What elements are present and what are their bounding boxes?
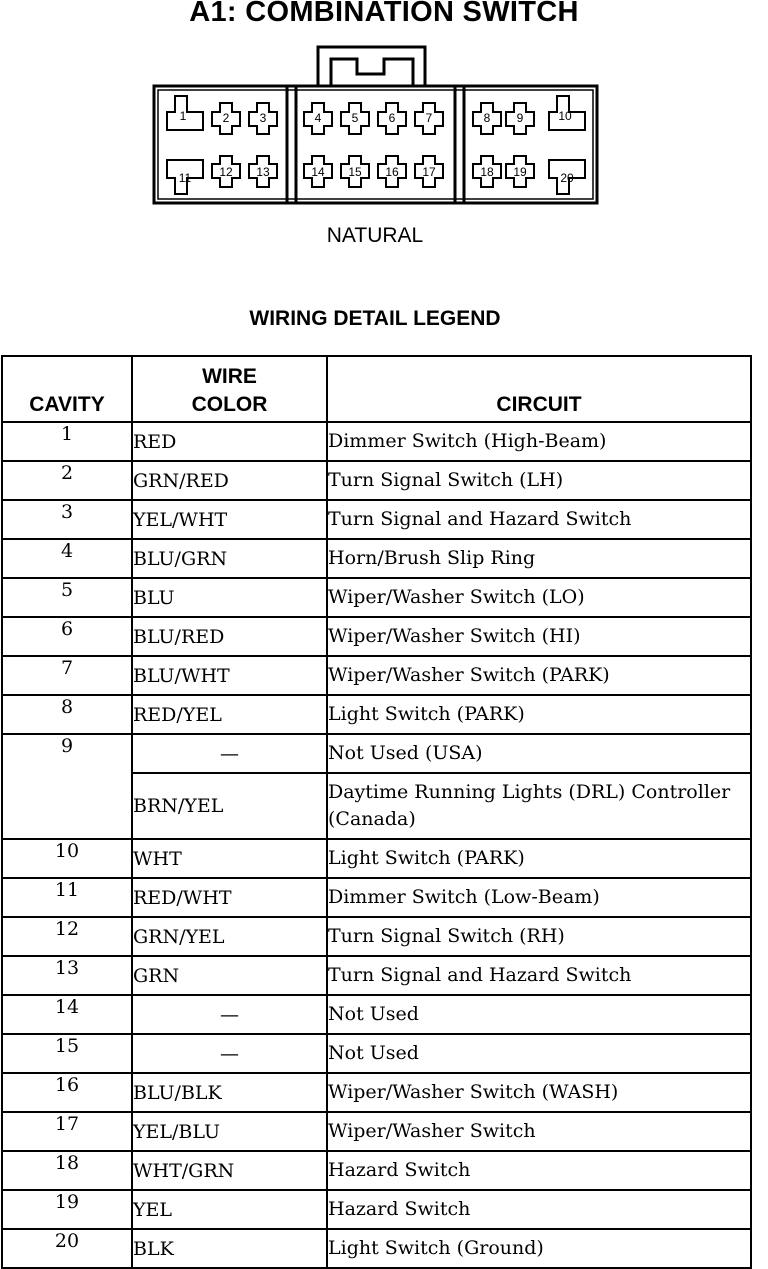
table-row [2,1229,751,1268]
table-row [2,695,751,734]
header-cavity: CAVITY [2,356,132,422]
circuit-cell: Light Switch (PARK) [327,695,751,734]
terminal-label: 18 [480,165,494,179]
terminal-label: 2 [222,111,230,125]
wire-color-cell: GRN/RED [132,461,327,500]
table-row [2,539,751,578]
terminal-label: 10 [558,109,572,123]
header-wire-line1: WIRE [202,365,257,388]
circuit-cell: Wiper/Washer Switch (PARK) [327,656,751,695]
cavity-cell: 16 [2,1073,132,1112]
table-row [2,917,751,956]
wire-color-cell: GRN [132,956,327,995]
circuit-cell: Light Switch (Ground) [327,1229,751,1268]
cavity-cell: 3 [2,500,132,539]
terminal-label: 7 [425,111,433,125]
circuit-cell: Hazard Switch [327,1190,751,1229]
circuit-cell: Turn Signal and Hazard Switch [327,956,751,995]
table-row [2,461,751,500]
terminal-label: 9 [516,111,524,125]
table-row [2,995,751,1034]
wire-color-cell: BLU/WHT [132,656,327,695]
terminal-label: 19 [513,165,527,179]
wire-color-cell: GRN/YEL [132,917,327,956]
table-row [2,1190,751,1229]
table-row [2,1073,751,1112]
terminal-label: 14 [311,165,325,179]
table-row [2,839,751,878]
cavity-cell: 2 [2,461,132,500]
cavity-cell: 11 [2,878,132,917]
table-row [2,578,751,617]
page-title: A1: COMBINATION SWITCH [189,0,579,28]
circuit-cell: Not Used [327,1034,751,1073]
connector-color-label: NATURAL [326,224,424,247]
terminal-label: 17 [422,165,436,179]
terminal-label: 3 [259,111,267,125]
wire-color-cell: RED [132,422,327,461]
terminal-label: 13 [256,165,270,179]
circuit-cell: Daytime Running Lights (DRL) Controller (Canada) [327,773,751,839]
wire-color-cell: YEL [132,1190,327,1229]
cavity-cell: 17 [2,1112,132,1151]
circuit-cell: Turn Signal Switch (LH) [327,461,751,500]
legend-body [2,422,751,1268]
table-row [2,656,751,695]
cavity-cell: 10 [2,839,132,878]
cavity-cell: 15 [2,1034,132,1073]
table-row [2,500,751,539]
circuit-cell: Turn Signal and Hazard Switch [327,500,751,539]
cavity-cell: 13 [2,956,132,995]
circuit-cell: Horn/Brush Slip Ring [327,539,751,578]
circuit-cell: Not Used (USA) [327,734,751,773]
cavity-cell: 6 [2,617,132,656]
wire-color-cell: WHT/GRN [132,1151,327,1190]
header-wire-color [132,356,327,422]
cavity-cell: 20 [2,1229,132,1268]
cavity-cell: 9 [2,734,132,839]
table-row [2,422,751,461]
table-row [2,956,751,995]
table-row [2,617,751,656]
terminal-label: 11 [178,171,192,185]
circuit-cell: Not Used [327,995,751,1034]
wire-color-cell: BLU/RED [132,617,327,656]
terminal-label: 15 [348,165,362,179]
wire-color-cell: BLU/BLK [132,1073,327,1112]
circuit-cell: Dimmer Switch (High-Beam) [327,422,751,461]
header-circuit: CIRCUIT [327,356,751,422]
terminal-label: 8 [483,111,491,125]
terminal-label: 20 [560,171,574,185]
wire-color-cell: YEL/WHT [132,500,327,539]
cavity-cell: 8 [2,695,132,734]
wire-color-cell: — [132,734,327,773]
table-row [2,1151,751,1190]
circuit-cell: Wiper/Washer Switch [327,1112,751,1151]
circuit-cell: Wiper/Washer Switch (HI) [327,617,751,656]
wire-color-cell: — [132,1034,327,1073]
circuit-cell: Hazard Switch [327,1151,751,1190]
cavity-cell: 14 [2,995,132,1034]
wire-color-cell: YEL/BLU [132,1112,327,1151]
circuit-cell: Wiper/Washer Switch (LO) [327,578,751,617]
wire-color-cell: BLU/GRN [132,539,327,578]
terminal-label: 1 [179,109,187,123]
legend-title: WIRING DETAIL LEGEND [249,307,501,330]
terminal-label: 4 [314,111,322,125]
terminal-label: 6 [388,111,396,125]
cavity-cell: 4 [2,539,132,578]
circuit-cell: Light Switch (PARK) [327,839,751,878]
cavity-cell: 19 [2,1190,132,1229]
circuit-cell: Turn Signal Switch (RH) [327,917,751,956]
table-row [2,1112,751,1151]
header-wire-line2: COLOR [191,393,268,416]
cavity-cell: 18 [2,1151,132,1190]
wire-color-cell: — [132,995,327,1034]
table-row [2,734,751,773]
connector-diagram [0,0,768,222]
terminal-label: 12 [219,165,233,179]
wire-color-cell: RED/YEL [132,695,327,734]
wire-color-cell: BLK [132,1229,327,1268]
circuit-cell: Dimmer Switch (Low-Beam) [327,878,751,917]
wire-color-cell: BLU [132,578,327,617]
wiring-legend-table [1,355,752,1269]
wire-color-cell: RED/WHT [132,878,327,917]
wire-color-cell: WHT [132,839,327,878]
cavity-cell: 7 [2,656,132,695]
table-row [2,1034,751,1073]
cavity-cell: 5 [2,578,132,617]
terminal-label: 16 [385,165,399,179]
terminal-label: 5 [351,111,359,125]
circuit-cell: Wiper/Washer Switch (WASH) [327,1073,751,1112]
wire-color-cell: BRN/YEL [132,773,327,839]
cavity-cell: 12 [2,917,132,956]
cavity-cell: 1 [2,422,132,461]
table-row [2,878,751,917]
connector-latch [318,47,425,86]
